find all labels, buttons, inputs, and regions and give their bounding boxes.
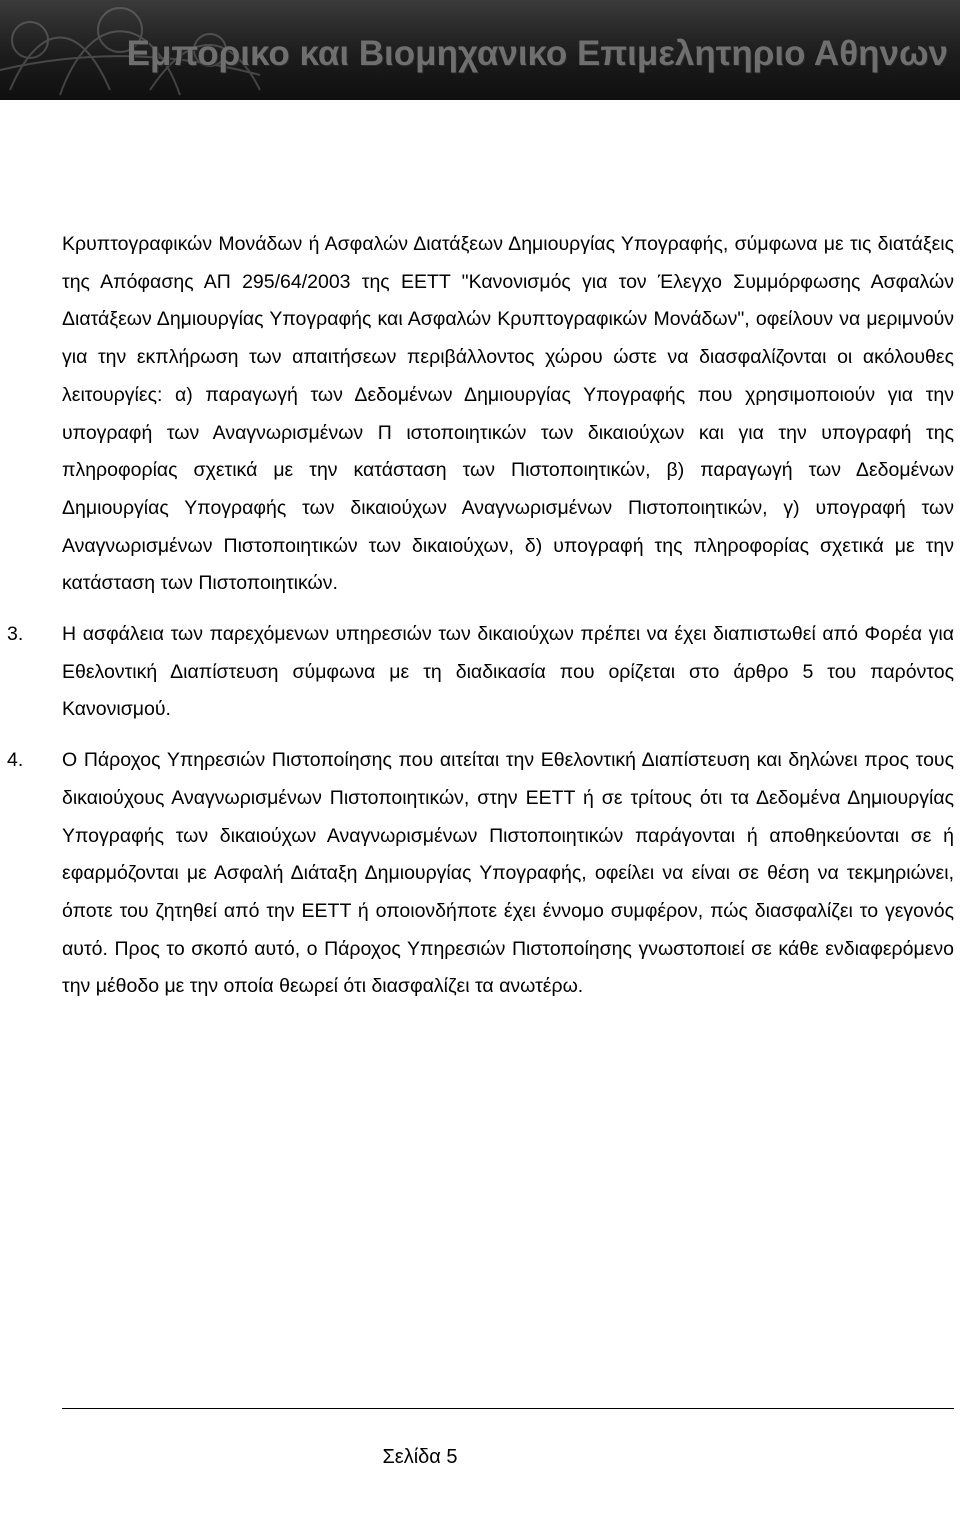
item-text: Η ασφάλεια των παρεχόμενων υπηρεσιών των δικαιούχων πρέπει να έχει διαπιστωθεί από Φορέα για Εθελοντική Διαπίστευση σύμφωνα με τη διαδικασία που ορίζεται στο άρθρο 5 του παρόντος Κανονισμού.	[62, 623, 954, 721]
document-body	[7, 226, 954, 1006]
item-number: 4.	[7, 749, 24, 772]
page-number: Σελίδα 5	[382, 1446, 458, 1468]
item-number: 3.	[7, 623, 24, 646]
item-text: Ο Πάροχος Υπηρεσιών Πιστοποίησης που αιτείται την Εθελοντική Διαπίστευση και δηλώνει προς τους δικαιούχους Αναγνωρισμένων Πιστοποιητικών, στην ΕΕΤΤ ή σε τρίτους ότι τα Δεδομένα Δημιουργίας Υπογραφής των δικαιούχων Αναγνωρισμένων Πιστοποιητικών παράγονται ή αποθηκεύονται σε ή εφαρμόζονται με Ασφαλή Διάταξη Δημιουργίας Υπογραφής, οφείλει να είναι σε θέση να τεκμηριώνει, όποτε του ζητηθεί από την ΕΕΤΤ ή οποιονδήποτε έχει έννομο συμφέρον, πώς διασφαλίζει το γεγονός αυτό. Προς το σκοπό αυτό, ο Πάροχος Υπηρεσιών Πιστοποίησης γνωστοποιεί σε κάθε ενδιαφερόμενο την μέθοδο με την οποία θεωρεί ότι διασφαλίζει τα ανωτέρω.	[62, 749, 954, 998]
intro-paragraph: Κρυπτογραφικών Μονάδων ή Ασφαλών Διατάξεων Δημιουργίας Υπογραφής, σύμφωνα με τις διατάξεις της Απόφασης ΑΠ 295/64/2003 της ΕΕΤΤ "Κανονισμός για τον Έλεγχο Συμμόρφωσης Ασφαλών Διατάξεων Δημιουργίας Υπογραφής και Ασφαλών Κρυπτογραφικών Μονάδων", οφείλουν να μεριμνούν για την εκπλήρωση των απαιτήσεων περιβάλλοντος χώρου ώστε να διασφαλίζονται οι ακόλουθες λειτουργίες: α) παραγωγή των Δεδομένων Δημιουργίας Υπογραφής που χρησιμοποιούν για την υπογραφή των Αναγνωρισμένων Π ιστοποιητικών των δικαιούχων και για την υπογραφή της πληροφορίας σχετικά με την κατάσταση των Πιστοποιητικών, β) παραγωγή των Δεδομένων Δημιουργίας Υπογραφής των δικαιούχων Αναγνωρισμένων Πιστοποιητικών, γ) υπογραφή των Αναγνωρισμένων Πιστοποιητικών των δικαιούχων, δ) υπογραφή της πληροφορίας σχετικά με την κατάσταση των Πιστοποιητικών.	[62, 233, 954, 595]
numbered-item-4	[7, 742, 954, 1006]
numbered-item-3	[7, 616, 954, 729]
page-header-banner	[0, 0, 960, 100]
chamber-name-header: Εμπορικο και Βιομηχανικο Επιμελητηριο Αθηνων	[126, 34, 948, 73]
footer-divider	[62, 1408, 954, 1409]
